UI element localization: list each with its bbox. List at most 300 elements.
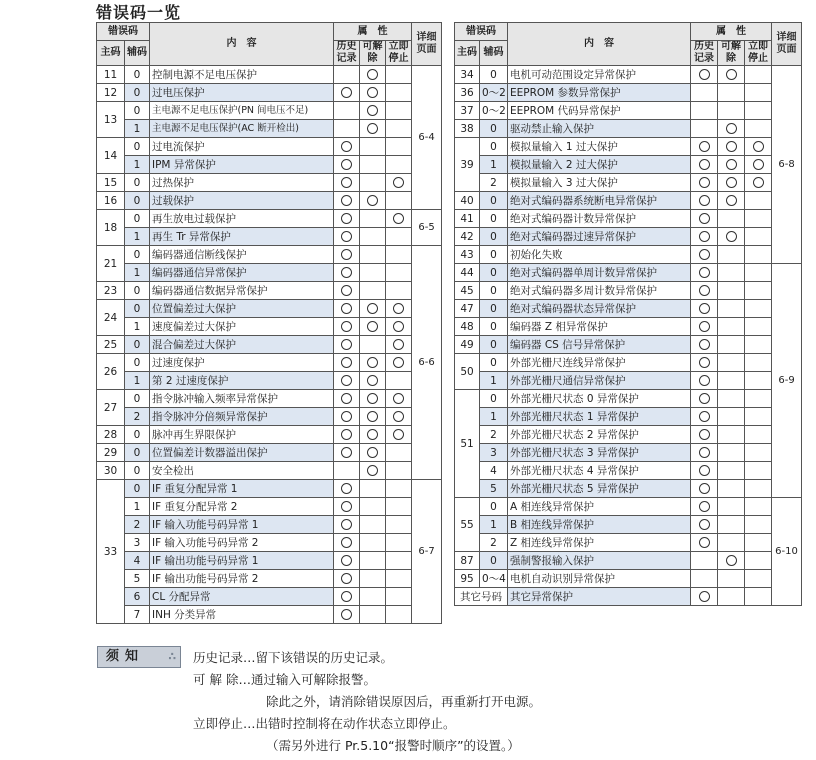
circle-icon: [699, 465, 710, 476]
circle-icon: [341, 267, 352, 278]
history-mark-cell: [691, 570, 718, 588]
clearable-mark-cell: [360, 354, 386, 372]
stop-mark-cell: [386, 102, 412, 120]
error-name-cell: 第 2 过速度保护: [150, 372, 334, 390]
clearable-mark-cell: [718, 588, 745, 606]
sub-code-cell: 0: [480, 336, 508, 354]
main-code-cell: 11: [97, 66, 125, 84]
stop-mark-cell: [745, 588, 772, 606]
circle-icon: [699, 357, 710, 368]
error-name-cell: IF 输出功能号码异常 2: [150, 570, 334, 588]
clearable-mark-cell: [718, 354, 745, 372]
history-mark-cell: [334, 84, 360, 102]
error-name-cell: 绝对式编码器多周计数异常保护: [508, 282, 691, 300]
circle-icon: [726, 123, 737, 134]
stop-mark-cell: [745, 138, 772, 156]
clearable-mark-cell: [360, 570, 386, 588]
history-mark-cell: [334, 408, 360, 426]
stop-mark-cell: [386, 156, 412, 174]
circle-icon: [367, 447, 378, 458]
circle-icon: [341, 213, 352, 224]
circle-icon: [367, 429, 378, 440]
sub-code-cell: 4: [480, 462, 508, 480]
history-mark-cell: [691, 426, 718, 444]
history-mark-cell: [334, 138, 360, 156]
history-mark-cell: [334, 462, 360, 480]
detail-page-cell: 6-5: [412, 210, 442, 246]
history-mark-cell: [334, 552, 360, 570]
circle-icon: [393, 213, 404, 224]
clearable-mark-cell: [360, 408, 386, 426]
clearable-mark-cell: [360, 372, 386, 390]
page-title: 错误码一览: [96, 3, 182, 22]
stop-mark-cell: [745, 426, 772, 444]
sub-code-cell: 2: [125, 408, 150, 426]
circle-icon: [367, 393, 378, 404]
circle-icon: [341, 177, 352, 188]
history-mark-cell: [334, 300, 360, 318]
circle-icon: [367, 123, 378, 134]
circle-icon: [341, 87, 352, 98]
circle-icon: [367, 375, 378, 386]
table-row: [97, 552, 442, 570]
circle-icon: [393, 303, 404, 314]
table-row: [97, 462, 442, 480]
error-name-cell: 过电压保护: [150, 84, 334, 102]
header-detail: 详细页面: [772, 23, 802, 66]
error-name-cell: 绝对式编码器系统断电异常保护: [508, 192, 691, 210]
error-name-cell: 位置偏差计数器溢出保护: [150, 444, 334, 462]
clearable-mark-cell: [718, 390, 745, 408]
stop-mark-cell: [386, 228, 412, 246]
table-row: [455, 120, 802, 138]
sub-code-cell: 4: [125, 552, 150, 570]
stop-mark-cell: [386, 318, 412, 336]
stop-mark-cell: [745, 300, 772, 318]
error-name-cell: 外部光栅尺状态 5 异常保护: [508, 480, 691, 498]
history-mark-cell: [691, 102, 718, 120]
clearable-mark-cell: [718, 120, 745, 138]
sub-code-cell: 0: [125, 426, 150, 444]
history-mark-cell: [691, 66, 718, 84]
history-mark-cell: [334, 228, 360, 246]
sub-code-cell: 3: [125, 534, 150, 552]
circle-icon: [393, 411, 404, 422]
circle-icon: [393, 177, 404, 188]
circle-icon: [699, 339, 710, 350]
circle-icon: [699, 213, 710, 224]
history-mark-cell: [334, 156, 360, 174]
history-mark-cell: [691, 516, 718, 534]
stop-mark-cell: [386, 552, 412, 570]
history-mark-cell: [334, 588, 360, 606]
header-content: 内 容: [508, 23, 691, 66]
table-row: [455, 210, 802, 228]
circle-icon: [699, 375, 710, 386]
history-mark-cell: [334, 480, 360, 498]
circle-icon: [699, 393, 710, 404]
clearable-mark-cell: [360, 480, 386, 498]
table-row: [97, 498, 442, 516]
circle-icon: [341, 141, 352, 152]
error-name-cell: 再生放电过载保护: [150, 210, 334, 228]
sub-code-cell: 1: [125, 156, 150, 174]
sub-code-cell: 0: [125, 354, 150, 372]
table-row: [455, 102, 802, 120]
clearable-mark-cell: [360, 336, 386, 354]
main-code-cell: 16: [97, 192, 125, 210]
history-mark-cell: [691, 588, 718, 606]
main-code-cell: 26: [97, 354, 125, 390]
main-code-cell: 41: [455, 210, 480, 228]
stop-mark-cell: [386, 498, 412, 516]
sub-code-cell: 1: [125, 228, 150, 246]
stop-mark-cell: [745, 552, 772, 570]
error-name-cell: 强制警报输入保护: [508, 552, 691, 570]
clearable-mark-cell: [718, 570, 745, 588]
error-name-cell: 模拟量输入 2 过大保护: [508, 156, 691, 174]
clearable-mark-cell: [718, 480, 745, 498]
error-name-cell: 编码器通信数据异常保护: [150, 282, 334, 300]
table-row: [455, 516, 802, 534]
circle-icon: [341, 357, 352, 368]
circle-icon: [753, 141, 764, 152]
circle-icon: [341, 285, 352, 296]
history-mark-cell: [691, 264, 718, 282]
error-name-cell: 绝对式编码器计数异常保护: [508, 210, 691, 228]
clearable-mark-cell: [718, 228, 745, 246]
clearable-mark-cell: [360, 300, 386, 318]
sub-code-cell: 2: [480, 426, 508, 444]
history-mark-cell: [691, 534, 718, 552]
table-row: [97, 336, 442, 354]
main-code-cell: 87: [455, 552, 480, 570]
sub-code-cell: 0: [125, 282, 150, 300]
stop-mark-cell: [745, 354, 772, 372]
circle-icon: [699, 591, 710, 602]
table-row: [455, 156, 802, 174]
clearable-mark-cell: [360, 66, 386, 84]
table-row: [455, 336, 802, 354]
history-mark-cell: [691, 282, 718, 300]
sub-code-cell: 0: [125, 246, 150, 264]
header-history: 历史记录: [334, 41, 360, 66]
stop-mark-cell: [386, 282, 412, 300]
error-name-cell: IF 输出功能号码异常 1: [150, 552, 334, 570]
header-attr: 属 性: [691, 23, 772, 41]
sub-code-cell: 1: [125, 264, 150, 282]
error-name-cell: 指令脉冲分倍频异常保护: [150, 408, 334, 426]
table-row: [455, 444, 802, 462]
history-mark-cell: [691, 372, 718, 390]
table-row: [455, 552, 802, 570]
circle-icon: [393, 429, 404, 440]
main-code-cell: 29: [97, 444, 125, 462]
error-name-cell: 脉冲再生界限保护: [150, 426, 334, 444]
history-mark-cell: [334, 174, 360, 192]
clearable-mark-cell: [718, 408, 745, 426]
stop-mark-cell: [745, 462, 772, 480]
history-mark-cell: [691, 228, 718, 246]
table-row: [455, 354, 802, 372]
sub-code-cell: 0: [480, 498, 508, 516]
stop-mark-cell: [386, 192, 412, 210]
error-name-cell: IF 重复分配异常 2: [150, 498, 334, 516]
error-name-cell: 外部光栅尺状态 1 异常保护: [508, 408, 691, 426]
history-mark-cell: [334, 372, 360, 390]
detail-page-cell: 6-7: [412, 480, 442, 624]
clearable-mark-cell: [718, 246, 745, 264]
circle-icon: [341, 159, 352, 170]
circle-icon: [341, 483, 352, 494]
circle-icon: [699, 447, 710, 458]
table-row: [455, 318, 802, 336]
clearable-mark-cell: [718, 192, 745, 210]
circle-icon: [726, 159, 737, 170]
table-row: [455, 300, 802, 318]
stop-mark-cell: [745, 264, 772, 282]
header-sub-code: 辅码: [480, 41, 508, 66]
circle-icon: [726, 141, 737, 152]
clearable-mark-cell: [718, 138, 745, 156]
main-code-cell: 48: [455, 318, 480, 336]
clearable-mark-cell: [718, 264, 745, 282]
history-mark-cell: [691, 444, 718, 462]
sub-code-cell: 0: [480, 354, 508, 372]
error-code-table-right: [454, 22, 802, 606]
history-mark-cell: [334, 570, 360, 588]
error-name-cell: 外部光栅尺通信异常保护: [508, 372, 691, 390]
error-name-cell: 绝对式编码器单周计数异常保护: [508, 264, 691, 282]
error-name-cell: 主电源不足电压保护(PN 间电压不足): [150, 102, 334, 120]
stop-mark-cell: [745, 534, 772, 552]
stop-mark-cell: [745, 246, 772, 264]
table-row: [97, 534, 442, 552]
stop-mark-cell: [745, 120, 772, 138]
table-row: [97, 426, 442, 444]
note-clearable-extra: 除此之外，请消除错误原因后，再重新打开电源。: [266, 694, 542, 709]
table-row: [97, 228, 442, 246]
clearable-mark-cell: [360, 282, 386, 300]
clearable-mark-cell: [718, 372, 745, 390]
sub-code-cell: 0: [125, 66, 150, 84]
clearable-mark-cell: [360, 138, 386, 156]
error-name-cell: 模拟量输入 3 过大保护: [508, 174, 691, 192]
sub-code-cell: 0: [125, 192, 150, 210]
table-row: [455, 426, 802, 444]
clearable-mark-cell: [360, 246, 386, 264]
history-mark-cell: [691, 120, 718, 138]
header-main-code: 主码: [455, 41, 480, 66]
table-row: [455, 408, 802, 426]
circle-icon: [726, 231, 737, 242]
stop-mark-cell: [386, 444, 412, 462]
header-attr: 属 性: [334, 23, 412, 41]
stop-mark-cell: [386, 336, 412, 354]
main-code-cell: 44: [455, 264, 480, 282]
circle-icon: [699, 411, 710, 422]
clearable-mark-cell: [360, 120, 386, 138]
circle-icon: [341, 375, 352, 386]
table-row: [97, 246, 442, 264]
error-name-cell: 电机可动范围设定异常保护: [508, 66, 691, 84]
clearable-mark-cell: [360, 228, 386, 246]
sub-code-cell: 0: [125, 102, 150, 120]
error-name-cell: IF 重复分配异常 1: [150, 480, 334, 498]
clearable-mark-cell: [360, 606, 386, 624]
table-row: [97, 120, 442, 138]
sub-code-cell: 0: [480, 66, 508, 84]
stop-mark-cell: [386, 120, 412, 138]
main-code-cell: 42: [455, 228, 480, 246]
stop-mark-cell: [745, 174, 772, 192]
circle-icon: [341, 555, 352, 566]
table-row: [455, 246, 802, 264]
sub-code-cell: 1: [125, 318, 150, 336]
error-name-cell: 指令脉冲输入频率异常保护: [150, 390, 334, 408]
sub-code-cell: 0: [125, 444, 150, 462]
sub-code-cell: 0: [480, 246, 508, 264]
error-name-cell: IF 输入功能号码异常 2: [150, 534, 334, 552]
circle-icon: [341, 447, 352, 458]
error-name-cell: 驱动禁止输入保护: [508, 120, 691, 138]
header-main-code: 主码: [97, 41, 125, 66]
error-name-cell: B 相连线异常保护: [508, 516, 691, 534]
main-code-cell: 24: [97, 300, 125, 336]
table-row: [97, 282, 442, 300]
header-error-code: 错误码: [97, 23, 150, 41]
error-name-cell: 编码器通信断线保护: [150, 246, 334, 264]
main-code-cell: 49: [455, 336, 480, 354]
main-code-cell: 27: [97, 390, 125, 426]
detail-page-cell: 6-4: [412, 66, 442, 210]
error-name-cell: 过电流保护: [150, 138, 334, 156]
table-row: [97, 210, 442, 228]
error-name-cell: 外部光栅尺状态 3 异常保护: [508, 444, 691, 462]
main-code-cell: 21: [97, 246, 125, 282]
table-row: [455, 372, 802, 390]
sub-code-cell: 0: [480, 228, 508, 246]
error-name-cell: 外部光栅尺连线异常保护: [508, 354, 691, 372]
table-row: [97, 516, 442, 534]
history-mark-cell: [334, 444, 360, 462]
history-mark-cell: [691, 192, 718, 210]
circle-icon: [367, 105, 378, 116]
table-row: [97, 84, 442, 102]
sub-code-cell: 0: [480, 192, 508, 210]
sub-code-cell: 0: [480, 120, 508, 138]
circle-icon: [753, 177, 764, 188]
history-mark-cell: [691, 210, 718, 228]
clearable-mark-cell: [360, 318, 386, 336]
history-mark-cell: [691, 174, 718, 192]
table-row: [97, 192, 442, 210]
table-row: [97, 588, 442, 606]
circle-icon: [726, 69, 737, 80]
main-code-cell: 14: [97, 138, 125, 174]
history-mark-cell: [334, 210, 360, 228]
sub-code-cell: 0: [125, 174, 150, 192]
main-code-cell: 23: [97, 282, 125, 300]
stop-mark-cell: [745, 516, 772, 534]
stop-mark-cell: [745, 318, 772, 336]
clearable-mark-cell: [360, 516, 386, 534]
sub-code-cell: 0: [480, 300, 508, 318]
error-name-cell: 混合偏差过大保护: [150, 336, 334, 354]
table-row: [97, 570, 442, 588]
history-mark-cell: [334, 102, 360, 120]
stop-mark-cell: [745, 66, 772, 84]
history-mark-cell: [691, 408, 718, 426]
stop-mark-cell: [386, 408, 412, 426]
clearable-mark-cell: [718, 84, 745, 102]
stop-mark-cell: [386, 372, 412, 390]
circle-icon: [341, 411, 352, 422]
circle-icon: [367, 411, 378, 422]
error-name-cell: A 相连线异常保护: [508, 498, 691, 516]
circle-icon: [341, 195, 352, 206]
stop-mark-cell: [745, 570, 772, 588]
note-stop-extra: （需另外进行 Pr.5.10“报警时顺序”的设置。）: [266, 738, 520, 753]
error-name-cell: 安全检出: [150, 462, 334, 480]
clearable-mark-cell: [718, 300, 745, 318]
main-code-cell: 51: [455, 390, 480, 498]
error-name-cell: 主电源不足电压保护(AC 断开检出): [150, 120, 334, 138]
table-row: [97, 102, 442, 120]
sub-code-cell: 0〜4: [480, 570, 508, 588]
stop-mark-cell: [386, 390, 412, 408]
table-row: [455, 390, 802, 408]
circle-icon: [341, 609, 352, 620]
sub-code-cell: 1: [125, 372, 150, 390]
table-row: [455, 570, 802, 588]
error-code-rows-right: [455, 66, 802, 606]
circle-icon: [341, 321, 352, 332]
clearable-mark-cell: [718, 210, 745, 228]
clearable-mark-cell: [718, 498, 745, 516]
circle-icon: [753, 159, 764, 170]
circle-icon: [726, 177, 737, 188]
header-detail: 详细页面: [412, 23, 442, 66]
clearable-mark-cell: [360, 390, 386, 408]
stop-mark-cell: [386, 588, 412, 606]
header-sub-code: 辅码: [125, 41, 150, 66]
table-row: [97, 300, 442, 318]
main-code-cell: 12: [97, 84, 125, 102]
main-code-cell: 45: [455, 282, 480, 300]
clearable-mark-cell: [718, 66, 745, 84]
main-code-cell: 15: [97, 174, 125, 192]
history-mark-cell: [691, 498, 718, 516]
circle-icon: [367, 69, 378, 80]
clearable-mark-cell: [718, 516, 745, 534]
clearable-mark-cell: [718, 336, 745, 354]
history-mark-cell: [334, 534, 360, 552]
error-name-cell: 绝对式编码器过速异常保护: [508, 228, 691, 246]
stop-mark-cell: [386, 516, 412, 534]
circle-icon: [699, 159, 710, 170]
sub-code-cell: 0: [125, 210, 150, 228]
circle-icon: [699, 519, 710, 530]
table-row: [455, 84, 802, 102]
circle-icon: [367, 465, 378, 476]
sub-code-cell: 0: [480, 390, 508, 408]
error-name-cell: 过载保护: [150, 192, 334, 210]
history-mark-cell: [691, 390, 718, 408]
table-row: [97, 174, 442, 192]
stop-mark-cell: [386, 264, 412, 282]
clearable-mark-cell: [718, 444, 745, 462]
